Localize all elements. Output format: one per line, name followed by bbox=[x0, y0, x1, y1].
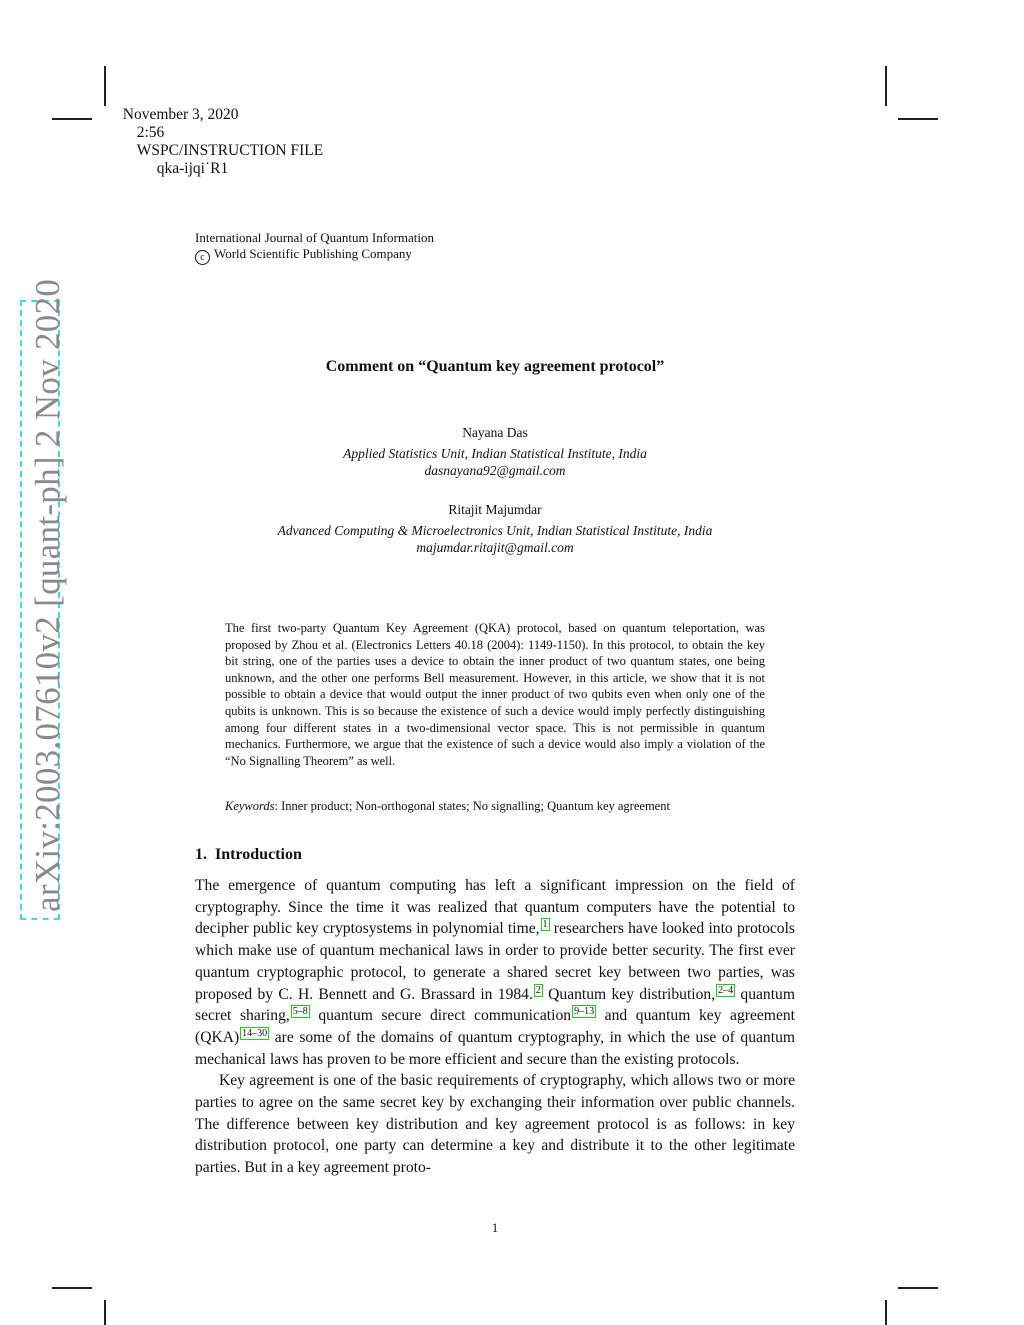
author-name: Ritajit Majumdar bbox=[448, 502, 542, 517]
keywords-text: : Inner product; Non-orthogonal states; No signalling; Quantum key agreement bbox=[274, 799, 670, 813]
journal-copyright bbox=[195, 246, 434, 265]
crop-mark-bottom-left-vertical bbox=[104, 1300, 106, 1325]
citation-link[interactable]: 5–8 bbox=[292, 1006, 308, 1018]
section-title: Introduction bbox=[215, 846, 302, 863]
body-text bbox=[195, 875, 795, 1179]
citation-link[interactable]: 14–30 bbox=[242, 1027, 268, 1039]
running-header bbox=[115, 88, 323, 178]
crop-mark-bottom-right-vertical bbox=[885, 1300, 887, 1325]
abstract: The first two-party Quantum Key Agreement (QKA) protocol, based on quantum teleportation, was proposed by Zhou et al. (Electronics Letters 40.18 (2004): 1149-1150). In this protocol, to obtain the key bit string, one of the parties uses a device to obtain the inner product of two quantum states, one being unknown, and the other one performs Bell measurement. However, in this article, we show that it is not possible to obtain a device that would output the inner product of two qubits even when only one of the qubits is unknown. This is so because the existence of such a device would imply perfectly distinguishing among four different states in a two-dimensional vector space. This is not permissible in quantum mechanics. Furthermore, we argue that the existence of such a device would also imply a violation of the “No Signalling Theorem” as well. bbox=[225, 621, 765, 768]
journal-info bbox=[195, 230, 434, 265]
text-run: quantum secure direct communication bbox=[309, 1007, 572, 1025]
crop-mark-top-right-vertical bbox=[885, 66, 887, 106]
text-run: are some of the domains of quantum cryptography, in which the use of quantum mechanical laws has proven to be more efficient and secure than the existing protocols. bbox=[195, 1028, 795, 1068]
crop-mark-bottom-left-horizontal bbox=[52, 1287, 92, 1289]
page-number: 1 bbox=[491, 1220, 499, 1235]
author-email[interactable]: dasnayana92@gmail.com bbox=[424, 463, 566, 478]
text-run: quantum secret sharing, bbox=[195, 985, 795, 1025]
crop-mark-top-left-vertical bbox=[104, 66, 106, 106]
header-file-type: WSPC/INSTRUCTION FILE bbox=[136, 142, 324, 159]
text-run: The emergence of quantum computing has left a significant impression on the field of cryptography. Since the time it was realized that quantum computers have the potential to decipher public key cryptosystems in polynomial time, bbox=[195, 877, 795, 938]
copyright-icon: c bbox=[195, 250, 210, 265]
keywords bbox=[225, 799, 785, 814]
citation-link[interactable]: 2–4 bbox=[718, 984, 734, 996]
text-run: researchers have looked into protocols which make use of quantum mechanical laws in order to provide better security. The first ever quantum cryptographic protocol, to generate a shared secret key between two parties, was proposed by C. H. Bennett and G. Brassard in 1984. bbox=[195, 920, 795, 1003]
paragraph-1 bbox=[195, 875, 795, 1070]
section-heading bbox=[195, 846, 302, 864]
paragraph-2: Key agreement is one of the basic requirements of cryptography, which allows two or more parties to agree on the same secret key by exchanging their information over public channels. The difference between key distribution and key agreement protocol is as follows: in key distribution protocol, one party can determine a key and distribute it to the other legitimate parties. But in a key agreement proto- bbox=[195, 1072, 795, 1177]
arxiv-stamp[interactable]: arXiv:2003.07610v2 [quant-ph] 2 Nov 2020 bbox=[28, 278, 67, 912]
paper-title: Comment on “Quantum key agreement protocol” bbox=[325, 358, 665, 375]
header-file-name: qka-ijqi˙R1 bbox=[156, 160, 229, 177]
author-affiliation: Applied Statistics Unit, Indian Statistical Institute, India bbox=[343, 446, 647, 461]
author-name: Nayana Das bbox=[462, 425, 528, 440]
keywords-label: Keywords bbox=[225, 799, 275, 813]
journal-name: International Journal of Quantum Information bbox=[195, 230, 434, 245]
author-affiliation: Advanced Computing & Microelectronics Unit, Indian Statistical Institute, India bbox=[277, 523, 713, 538]
citation-link[interactable]: 2 bbox=[535, 984, 541, 996]
text-run: Quantum key distribution, bbox=[542, 985, 716, 1003]
citation-link[interactable]: 9–13 bbox=[574, 1006, 595, 1018]
publisher: World Scientific Publishing Company bbox=[214, 246, 412, 261]
author-email[interactable]: majumdar.ritajit@gmail.com bbox=[416, 540, 574, 555]
crop-mark-bottom-right-horizontal bbox=[898, 1287, 938, 1289]
citation-link[interactable]: 1 bbox=[542, 919, 548, 931]
author-block-2 bbox=[0, 501, 990, 556]
section-number: 1. bbox=[195, 846, 207, 863]
crop-mark-top-left-horizontal bbox=[52, 118, 92, 120]
header-date: November 3, 2020 bbox=[122, 106, 239, 123]
text-run: and quantum key agreement (QKA) bbox=[195, 1007, 795, 1046]
header-time: 2:56 bbox=[136, 124, 165, 141]
crop-mark-top-right-horizontal bbox=[898, 118, 938, 120]
author-block-1 bbox=[0, 424, 990, 479]
